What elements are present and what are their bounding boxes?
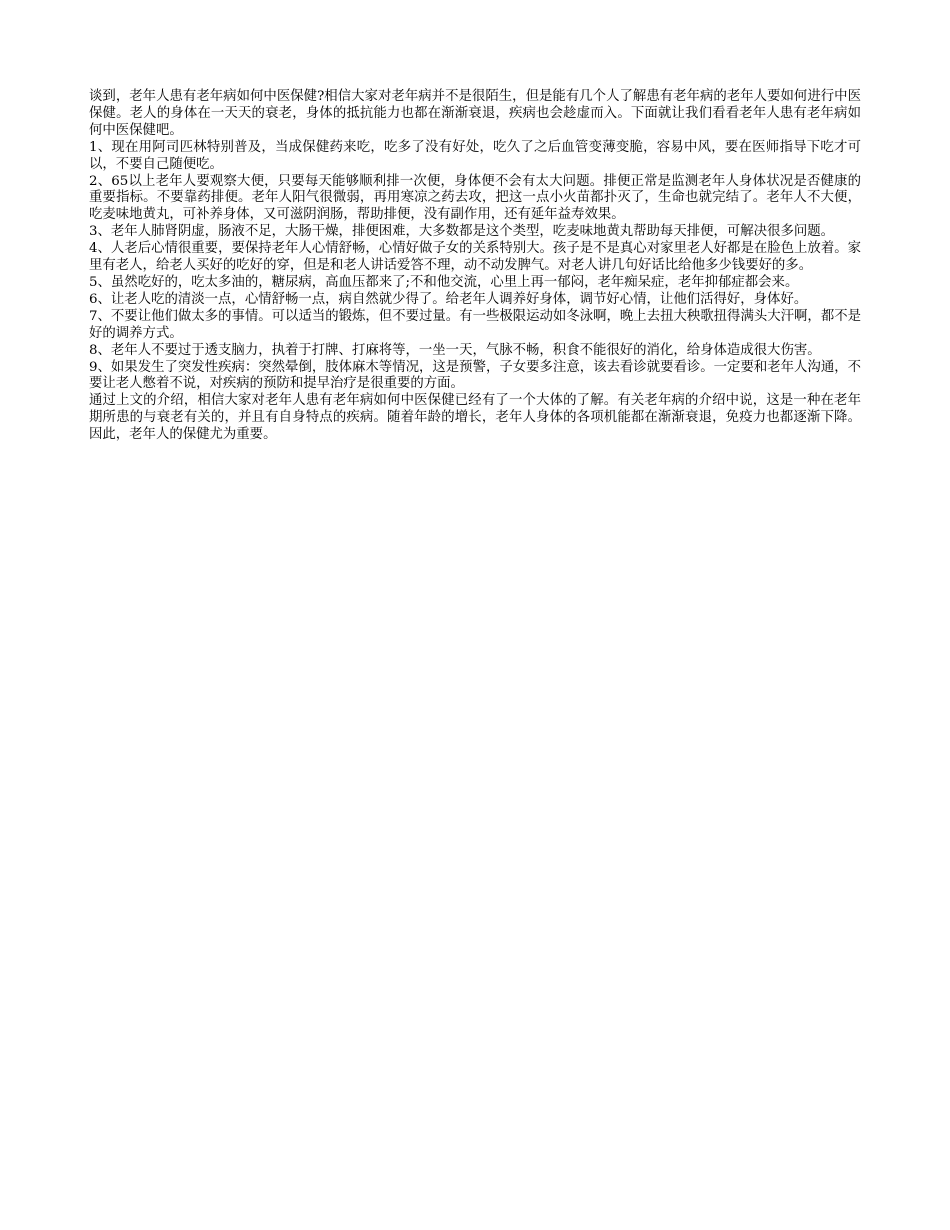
document-body xyxy=(89,89,861,444)
tip-4-paragraph: 4、人老后心情很重要，要保持老年人心情舒畅，心情好做子女的关系特别大。孩子是不是真心对家里老人好都是在脸色上放着。家里有老人，给老人买好的吃好的穿，但是和老人讲话爱答不理，动不动发脾气。对老人讲几句好话比给他多少钱要好的多。 xyxy=(89,241,861,274)
conclusion-paragraph: 通过上文的介绍，相信大家对老年人患有老年病如何中医保健已经有了一个大体的了解。有关老年病的介绍中说，这是一种在老年期所患的与衰老有关的，并且有自身特点的疾病。随着年龄的增长，老年人身体的各项机能都在渐渐衰退，免疫力也都逐渐下降。因此，老年人的保健尤为重要。 xyxy=(89,393,861,443)
tip-6-paragraph: 6、让老人吃的清淡一点，心情舒畅一点，病自然就少得了。给老年人调养好身体，调节好心情，让他们活得好，身体好。 xyxy=(89,291,808,307)
tip-3-paragraph: 3、老年人肺肾阴虚，肠液不足，大肠干燥，排便困难，大多数都是这个类型，吃麦味地黄丸帮助每天排便，可解决很多问题。 xyxy=(89,224,834,240)
tip-1-paragraph: 1、现在用阿司匹林特别普及，当成保健药来吃，吃多了没有好处，吃久了之后血管变薄变脆，容易中风，要在医师指导下吃才可以，不要自己随便吃。 xyxy=(89,139,861,172)
tip-8-paragraph: 8、老年人不要过于透支脑力，执着于打牌、打麻将等，一坐一天，气脉不畅，积食不能很好的消化，给身体造成很大伤害。 xyxy=(89,342,821,358)
intro-paragraph: 谈到，老年人患有老年病如何中医保健?相信大家对老年病并不是很陌生，但是能有几个人了解患有老年病的老年人要如何进行中医保健。老人的身体在一天天的衰老，身体的抵抗能力也都在渐渐衰退，疾病也会趁虚而入。下面就让我们看看老年人患有老年病如何中医保健吧。 xyxy=(89,89,861,138)
tip-7-paragraph: 7、不要让他们做太多的事情。可以适当的锻炼，但不要过量。有一些极限运动如冬泳啊，晚上去扭大秧歌扭得满头大汗啊，都不是好的调养方式。 xyxy=(89,308,861,341)
tip-5-paragraph: 5、虽然吃好的，吃太多油的，糖尿病，高血压都来了;不和他交流，心里上再一郁闷，老年痴呆症，老年抑郁症都会来。 xyxy=(89,274,799,290)
tip-2-paragraph: 2、65以上老年人要观察大便，只要每天能够顺利排一次便，身体便不会有太大问题。排便正常是监测老年人身体状况是否健康的重要指标。不要靠药排便。老年人阳气很微弱，再用寒凉之药去攻，把这一点小火苗都扑灭了，生命也就完结了。老年人不大便，吃麦味地黄丸，可补养身体，又可滋阴润肠，帮助排便，没有副作用，还有延年益寿效果。 xyxy=(89,173,861,223)
tip-9-paragraph: 9、如果发生了突发性疾病：突然晕倒，肢体麻木等情况，这是预警，子女要多注意，该去看诊就要看诊。一定要和老年人沟通，不要让老人憋着不说，对疾病的预防和提早治疗是很重要的方面。 xyxy=(89,359,861,392)
